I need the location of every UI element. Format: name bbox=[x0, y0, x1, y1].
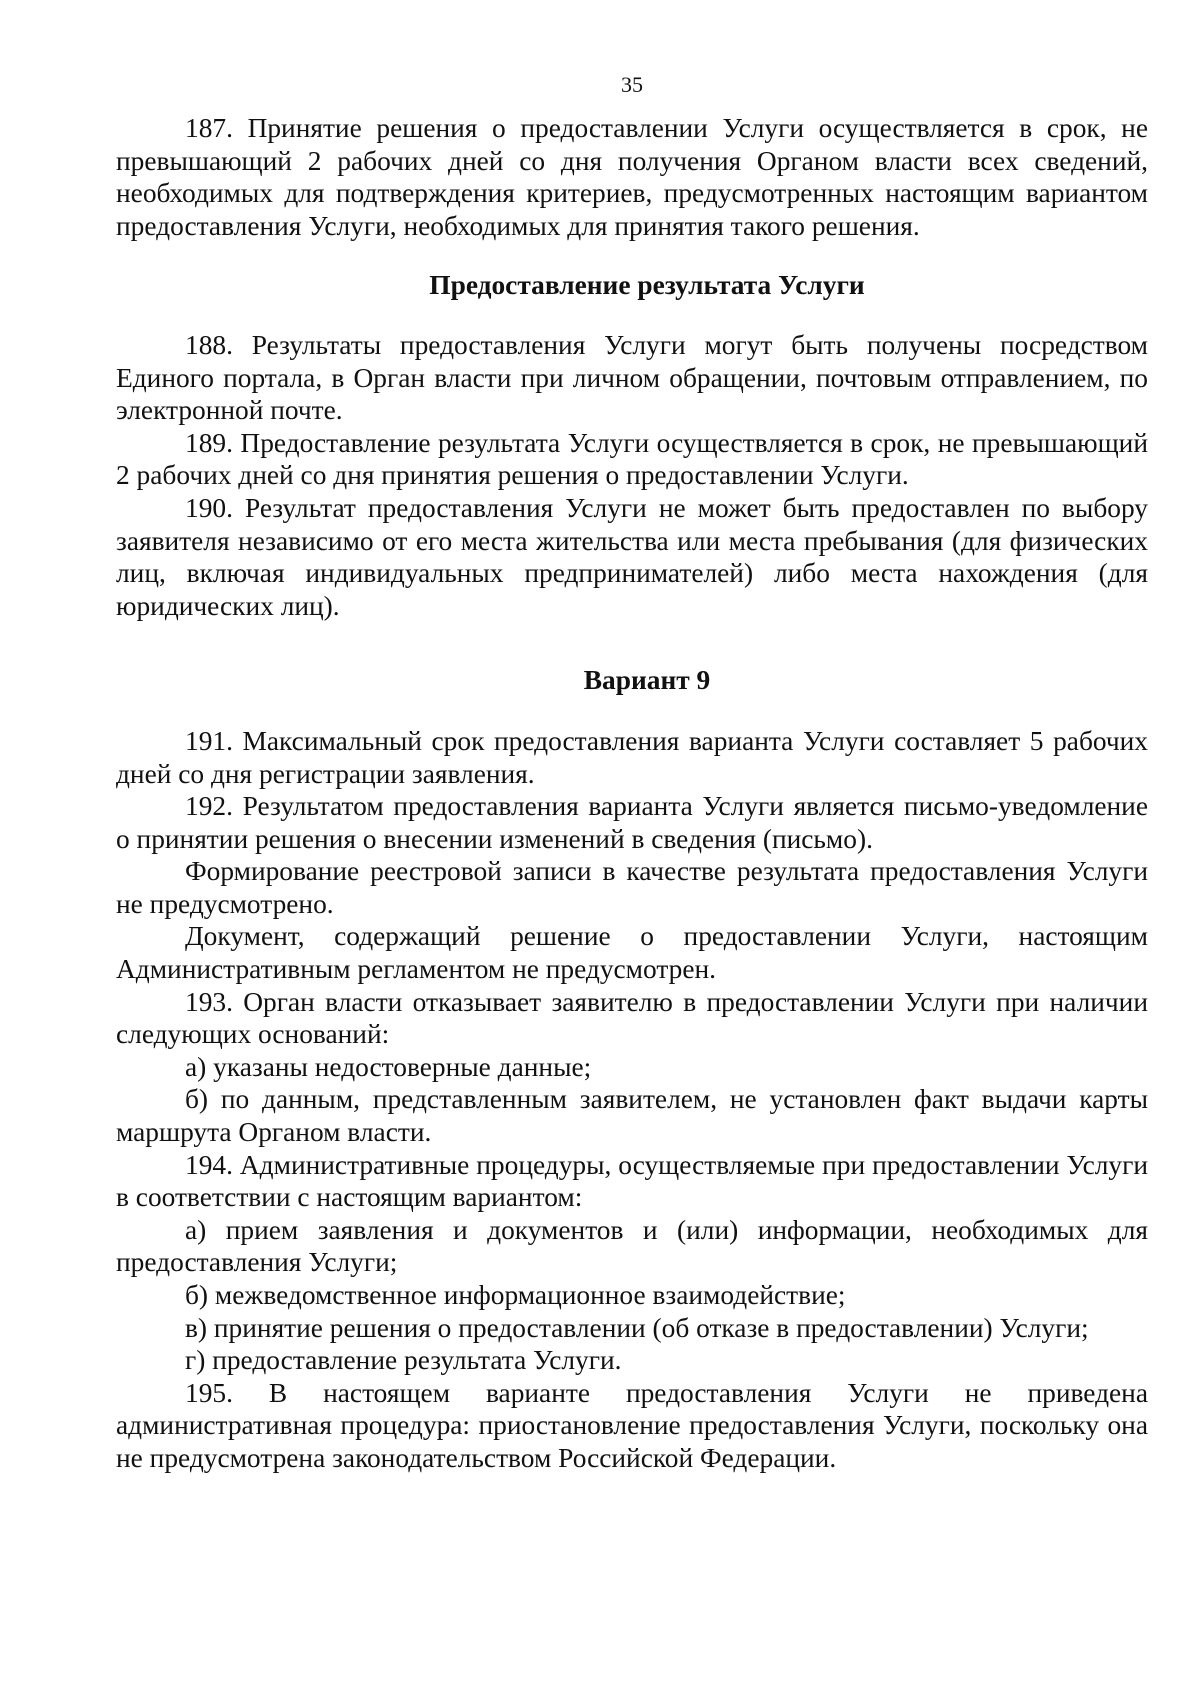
section-heading-result: Предоставление результата Услуги bbox=[429, 270, 865, 301]
paragraph-193: 193. Орган власти отказывает заявителю в предоставлении Услуги при наличии следующих оснований: bbox=[116, 986, 1148, 1050]
list-item-194-b: б) межведомственное информационное взаимодействие; bbox=[185, 1280, 846, 1310]
paragraph-188: 188. Результаты предоставления Услуги могут быть получены посредством Единого портала, в Орган власти при личном обращении, почтовым отправлением, по электронной почте. bbox=[116, 329, 1148, 426]
list-item-194-g: г) предоставление результата Услуги. bbox=[185, 1345, 622, 1376]
list-item-194-v: в) принятие решения о предоставлении (об отказе в предоставлении) Услуги; bbox=[185, 1312, 1089, 1343]
section-heading-variant-9: Вариант 9 bbox=[583, 665, 711, 696]
paragraph-registry-record: Формирование реестровой записи в качестве результата предоставления Услуги не предусмотрено. bbox=[116, 856, 1148, 919]
list-item-194-a: а) прием заявления и документов и (или) информации, необходимых для предоставления Услуги; bbox=[116, 1214, 1148, 1278]
paragraph-195: 195. В настоящем варианте предоставления Услуги не приведена административная процедура: приостановление предоставления Услуги, поскольку она не предусмотрена законодательством Российской Федерации. bbox=[116, 1377, 1148, 1473]
paragraph-187: 187. Принятие решения о предоставлении Услуги осуществляется в срок, не превышающий 2 рабочих дней со дня получения Органом власти всех сведений, необходимых для подтверждения критериев, предусмотренных настоящим вариантом предоставления Услуги, необходимых для принятия такого решения. bbox=[116, 113, 1148, 241]
document-body bbox=[116, 112, 1148, 1475]
paragraph-194: 194. Административные процедуры, осуществляемые при предоставлении Услуги в соответствии с настоящим вариантом: bbox=[116, 1149, 1148, 1213]
paragraph-189: 189. Предоставление результата Услуги осуществляется в срок, не превышающий 2 рабочих дней со дня принятия решения о предоставлении Услуги. bbox=[116, 427, 1148, 491]
list-item-193-a: а) указаны недостоверные данные; bbox=[185, 1051, 592, 1082]
paragraph-decision-document: Документ, содержащий решение о предоставлении Услуги, настоящим Административным регламентом не предусмотрен. bbox=[116, 921, 1148, 985]
paragraph-191: 191. Максимальный срок предоставления варианта Услуги составляет 5 рабочих дней со дня регистрации заявления. bbox=[116, 725, 1148, 789]
paragraph-190: 190. Результат предоставления Услуги не может быть предоставлен по выбору заявителя независимо от его места жительства или места пребывания (для физических лиц, включая индивидуальных предпринимателей) либо места нахождения (для юридических лиц). bbox=[116, 492, 1148, 621]
page-number: 35 bbox=[621, 72, 643, 97]
paragraph-192: 192. Результатом предоставления варианта Услуги является письмо-уведомление о принятии решения о внесении изменений в сведения (письмо). bbox=[116, 791, 1148, 854]
list-item-193-b: б) по данным, представленным заявителем, не установлен факт выдачи карты маршрута Органом власти. bbox=[116, 1084, 1148, 1148]
